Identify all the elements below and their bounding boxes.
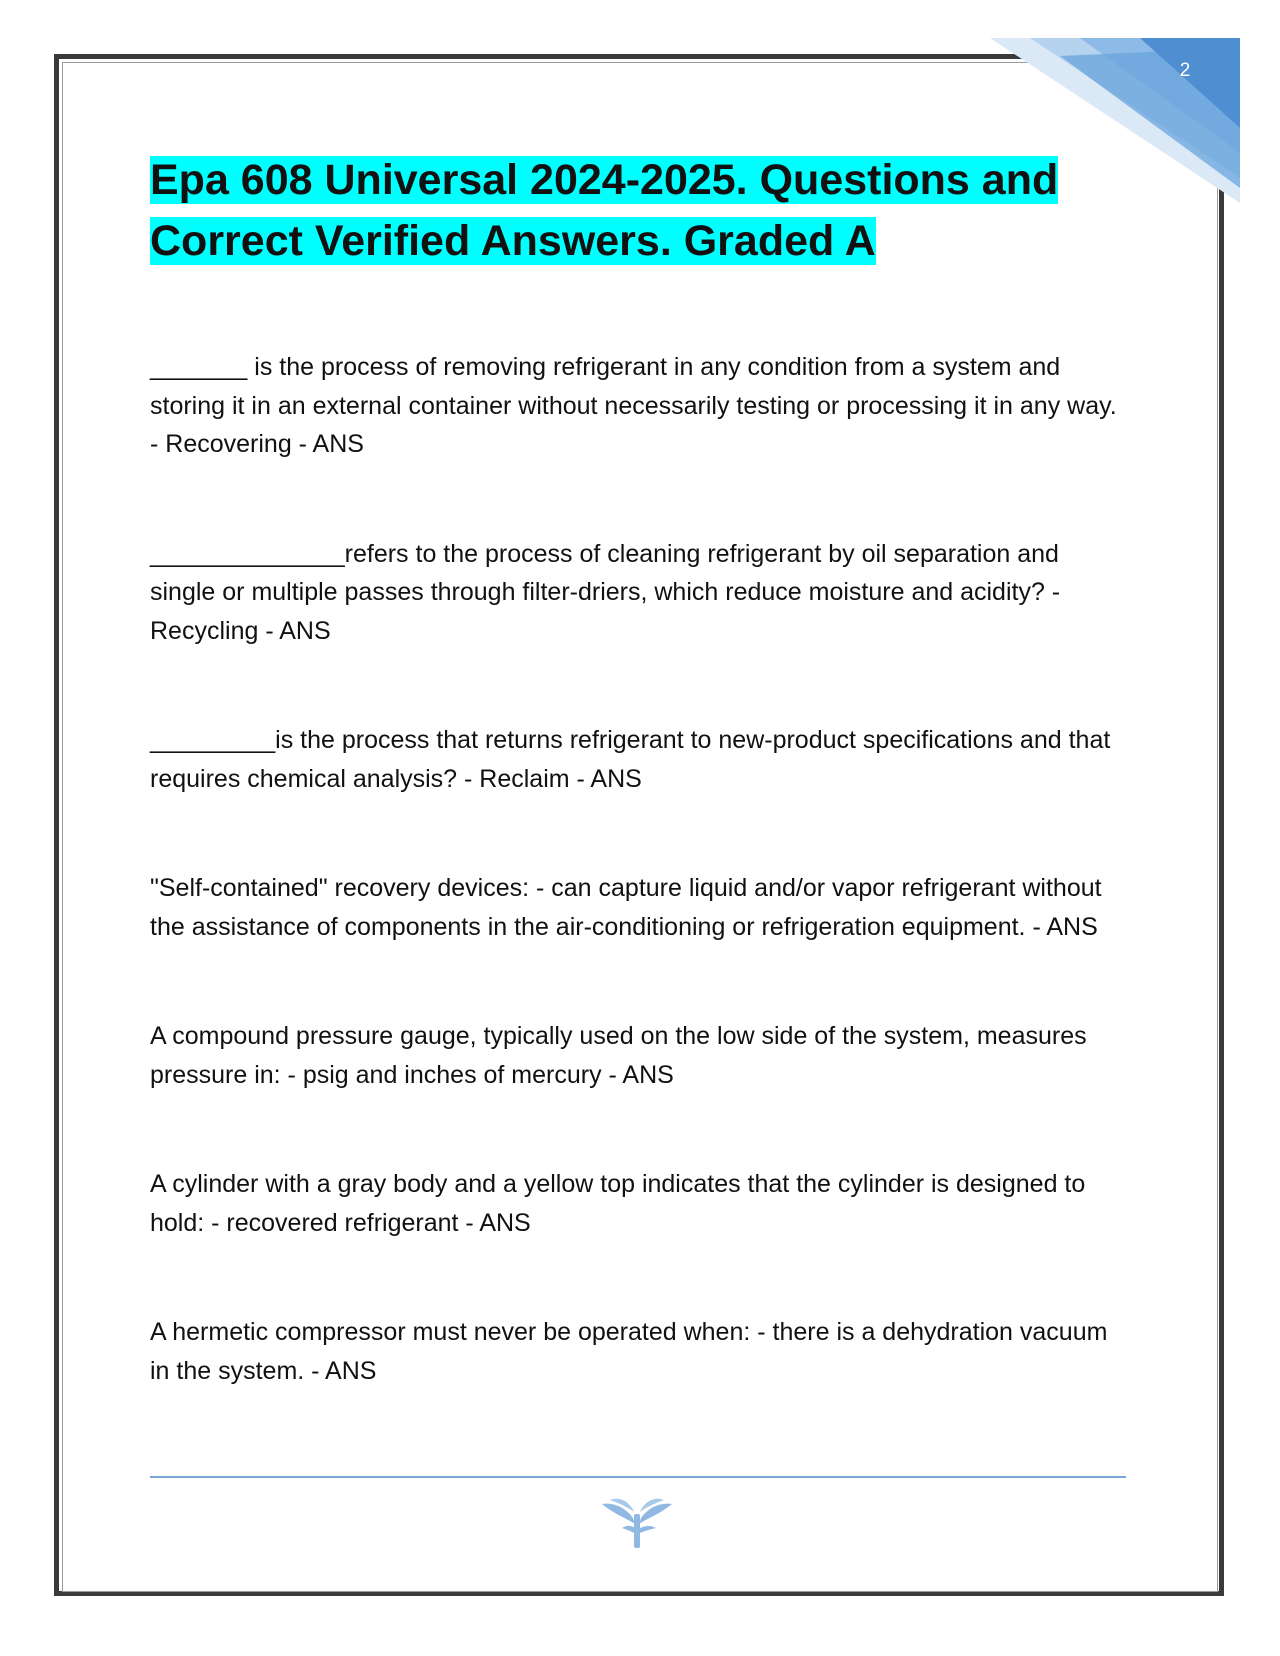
document-body (150, 150, 1130, 1461)
question-item: ______________refers to the process of cleaning refrigerant by oil separation and single or multiple passes through filter-driers, which reduce moisture and acidity? - Recycling - ANS (150, 539, 1061, 645)
question-item: A hermetic compressor must never be operated when: - there is a dehydration vacuum in the system. - ANS (150, 1318, 1108, 1385)
question-item: "Self-contained" recovery devices: - can capture liquid and/or vapor refrigerant without the assistance of components in the air-conditioning or refrigeration equipment. - ANS (150, 874, 1102, 941)
question-item: _________is the process that returns refrigerant to new-product specifications and that requires chemical analysis? - Reclaim - ANS (150, 726, 1111, 793)
bird-logo-icon (600, 1494, 674, 1550)
document-title-text: Epa 608 Universal 2024-2025. Questions and Correct Verified Answers. Graded A (150, 156, 1059, 265)
question-item: A compound pressure gauge, typically used on the low side of the system, measures pressure in: - psig and inches of mercury - ANS (150, 1022, 1087, 1089)
question-item: _______ is the process of removing refrigerant in any condition from a system and storing it in an external container without necessarily testing or processing it in any way. - Recovering - ANS (150, 353, 1117, 458)
footer-divider (150, 1476, 1126, 1478)
document-title (150, 150, 1130, 272)
question-list (150, 348, 1130, 1390)
question-item: A cylinder with a gray body and a yellow top indicates that the cylinder is designed to hold: - recovered refrigerant - ANS (150, 1170, 1086, 1237)
page-number: 2 (1179, 60, 1191, 81)
